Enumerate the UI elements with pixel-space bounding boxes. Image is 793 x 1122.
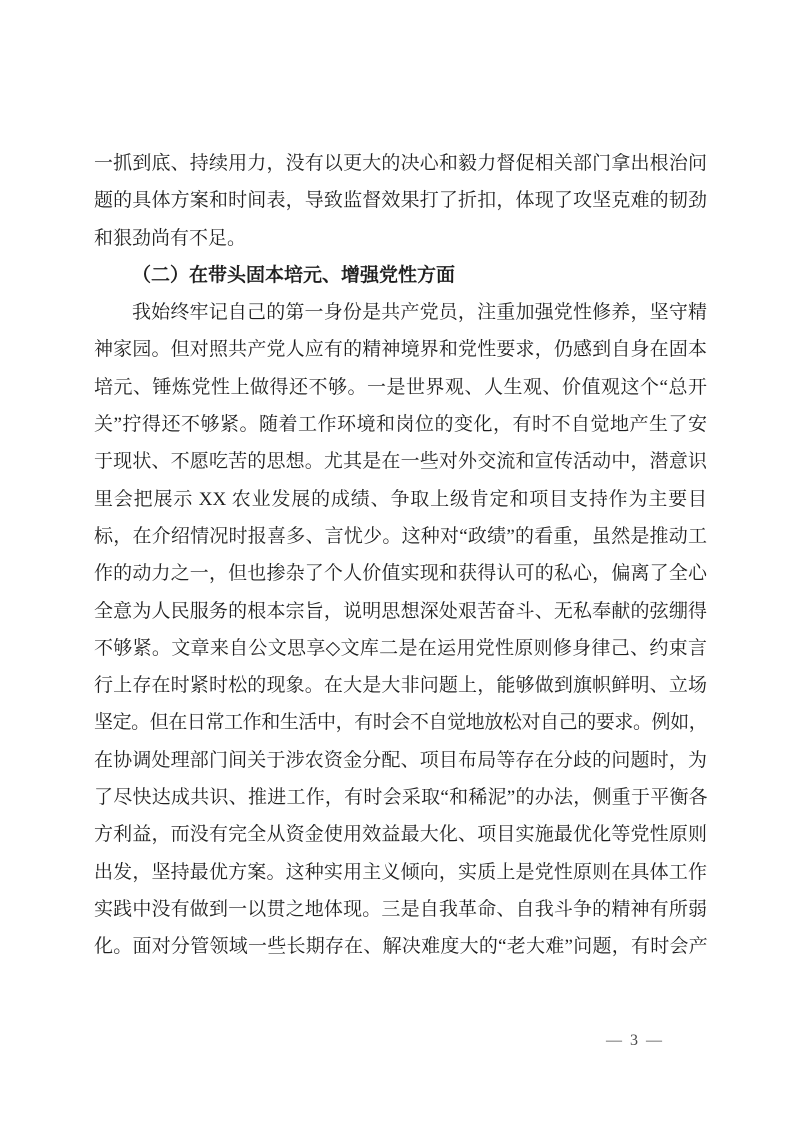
text-line: 行上存在时紧时松的现象。在大是大非问题上，能够做到旗帜鲜明、立场 <box>94 675 707 697</box>
text-line: 我始终牢记自己的第一身份是共产党员，注重加强党性修养，坚守精 <box>132 302 707 324</box>
text-line: 坚定。但在日常工作和生活中，有时会不自觉地放松对自己的要求。例如， <box>94 712 707 734</box>
text-line: 方利益，而没有完全从资金使用效益最大化、项目实施最优化等党性原则 <box>94 824 707 846</box>
text-line: 化。面对分管领域一些长期存在、解决难度大的“老大难”问题，有时会产 <box>94 936 707 958</box>
text-line: 出发，坚持最优方案。这种实用主义倾向，实质上是党性原则在具体工作 <box>94 861 707 883</box>
document-text-block <box>94 145 707 966</box>
text-line: 一抓到底、持续用力，没有以更大的决心和毅力督促相关部门拿出根治问 <box>94 153 707 174</box>
text-line: 和狠劲尚有不足。 <box>94 227 247 249</box>
text-line: 题的具体方案和时间表，导致监督效果打了折扣，体现了攻坚克难的韧劲 <box>94 190 707 212</box>
page-number: — 3 — <box>606 1032 664 1049</box>
text-line: 作的动力之一，但也掺杂了个人价值实现和获得认可的私心，偏离了全心 <box>94 563 707 585</box>
text-line: 在协调处理部门间关于涉农资金分配、项目布局等存在分歧的问题时，为 <box>94 749 707 771</box>
text-line: 关”拧得还不够紧。随着工作环境和岗位的变化，有时不自觉地产生了安 <box>94 414 707 436</box>
text-line: 了尽快达成共识、推进工作，有时会采取“和稀泥”的办法，侧重于平衡各 <box>94 787 707 809</box>
text-line: 神家园。但对照共产党人应有的精神境界和党性要求，仍感到自身在固本 <box>94 339 707 361</box>
text-line: 培元、锤炼党性上做得还不够。一是世界观、人生观、价值观这个“总开 <box>94 376 707 398</box>
text-line: 不够紧。文章来自公文思享◇文库二是在运用党性原则修身律己、约束言 <box>94 637 707 659</box>
text-line: 实践中没有做到一以贯之地体现。三是自我革命、自我斗争的精神有所弱 <box>94 898 707 920</box>
text-line: 标，在介绍情况时报喜多、言忧少。这种对“政绩”的看重，虽然是推动工 <box>94 525 707 547</box>
text-line: 于现状、不愿吃苦的思想。尤其是在一些对外交流和宣传活动中，潜意识 <box>94 451 707 473</box>
section-heading: （二）在带头固本培元、增强党性方面 <box>132 264 456 286</box>
text-line: 全意为人民服务的根本宗旨，说明思想深处艰苦奋斗、无私奉献的弦绷得 <box>94 600 707 622</box>
text-line: 里会把展示 XX 农业发展的成绩、争取上级肯定和项目支持作为主要目 <box>94 488 707 510</box>
